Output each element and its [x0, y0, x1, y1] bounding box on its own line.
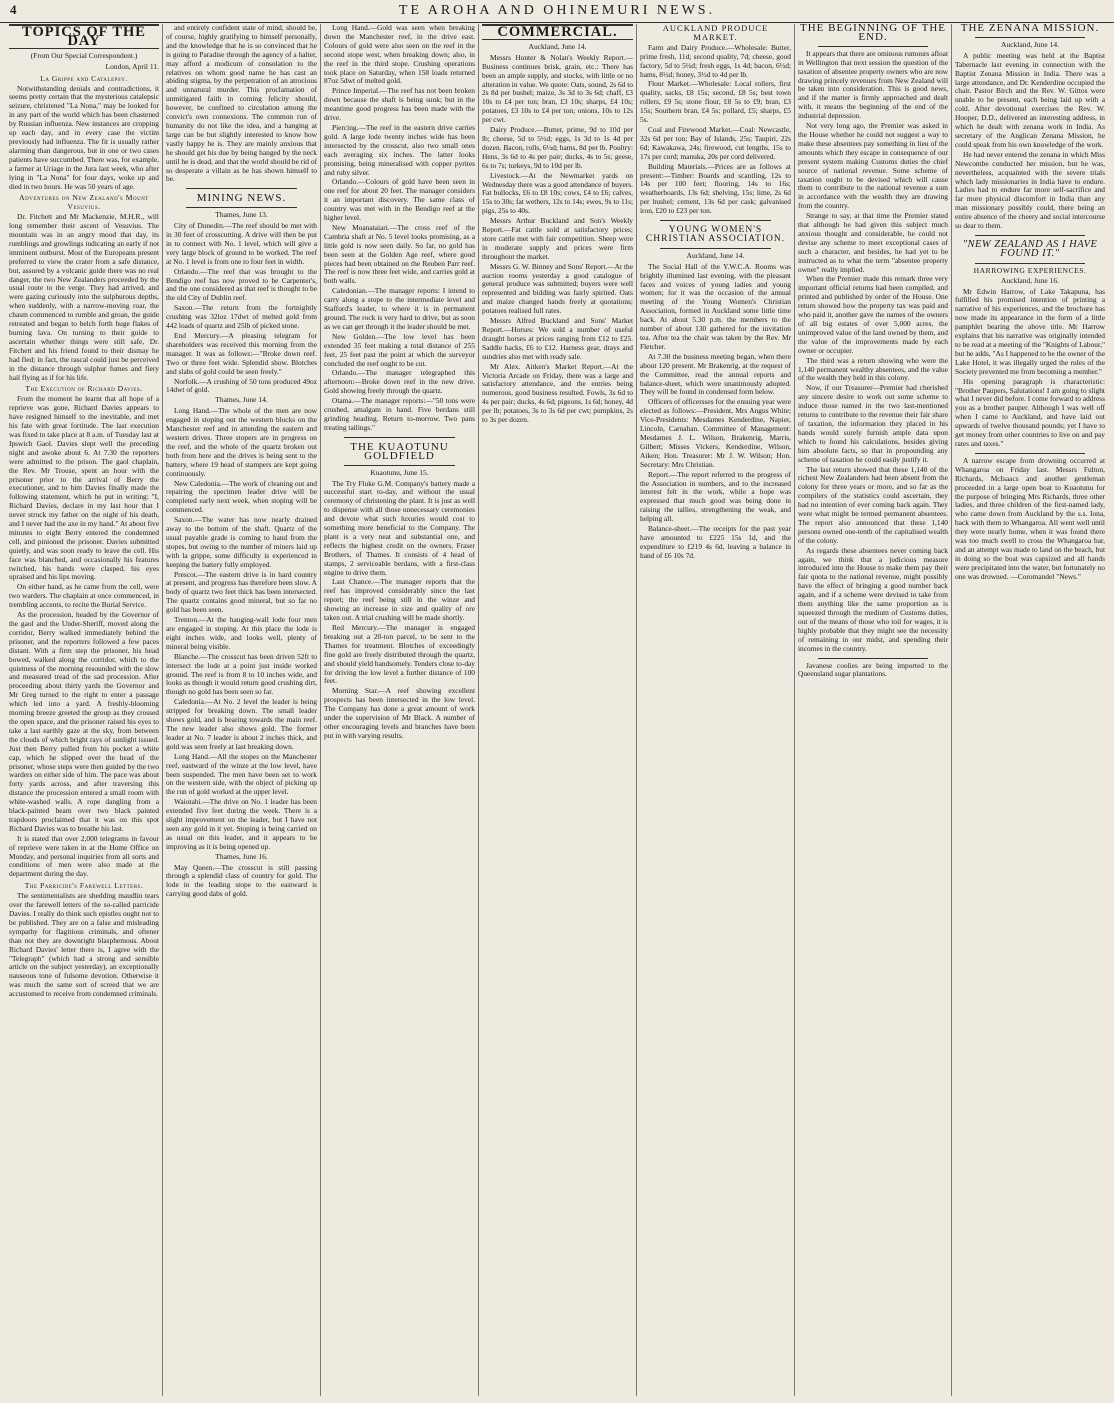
article-paragraph: It is stated that over 2,000 telegrams in favour of reprieve were taken in at the Home Office on Monday, and personal inquiries from all sorts and conditions of men were also made at the department during the day.: [9, 833, 159, 879]
article-paragraph: Last Chance.—The manager reports that the reef has improved considerably since the last report; the reef being still in the winze and showing an increase in size and quality of ore taken out. A trial crushing will be made shortly.: [324, 577, 475, 623]
divider: [975, 263, 1085, 264]
newspaper-title: TE AROHA AND OHINEMURI NEWS.: [398, 3, 716, 18]
divider: [975, 235, 1085, 236]
section-heading-commercial: COMMERCIAL.: [482, 24, 633, 40]
section-heading-zenana: THE ZENANA MISSION.: [960, 24, 1100, 34]
article-paragraph: Orlando.—Colours of gold have been seen in one reef for about 20 feet. The manager considers it an important discovery. The same class of country was met with in the Bendigo reef at the higher level.: [324, 177, 475, 223]
divider: [975, 37, 1085, 38]
article-paragraph: On either hand, as he came from the cell, were two warders. The chaplain at once commenced, in trembling accents, to recite the Burial Service.: [9, 582, 159, 610]
article-paragraph: Long Hand.—Gold was seen when breaking down the Manchester reef, in the drive east. Colours of gold were also seen on the reef in the second stope west, when breaking down; also, in the reef in the third stope. Crushing operations took place on Saturday, when 158 loads returned 87oz 5dwt of melted gold.: [324, 24, 475, 86]
article-paragraph: Otama.—The manager reports:—"50 tons were crushed, amalgam in hand. Five berdans still grinding heading. Return to-morrow. Two pans treating tailings.": [324, 396, 475, 432]
article-paragraph: A narrow escape from drowning occurred at Whangaroa on Friday last. Messrs Fulton, Richards, McIsaacs and another gentleman proceeded in a large open boat to Kuaotunu for the purpose of bringing Mrs Richards, three other ladies, and three children of the first-named lady, who came down from Auckland by the s.s. Iona, back with them to Whangaroa. All went well until they were nearly home, when it was found there was too much swell to cross the Whangaroa bar, and an attempt was made to land on the beach, but in doing so the boat was capsized and all hands were precipitated into the water, but fortunately no one was drowned. —Coromandel "News.": [955, 455, 1105, 581]
byline: (From Our Special Correspondent.): [30, 50, 138, 60]
article-paragraph: New Moanataiari.—The cross reef of the Cambria shaft at No. 5 level looks promising, as a little gold is now seen daily. So far, no gold has been seen at the Golden Age reef, where good pieces had been obtained on the Reuben Parr reef. The reef is now three feet wide, and carries gold at both walls.: [324, 222, 475, 286]
dateline: Auckland, June 16.: [1001, 275, 1059, 285]
section-heading-kuaotunu: THE KUAOTUNU GOLDFIELD: [350, 440, 449, 462]
article-paragraph: Flour Market.—Wholesale: Local rollers, first quality, sacks, £8 15s; second, £8 5s; best town rollers, £9 5s; stone flour, £8 5s to £9; bran, £3 15s; Southern bran, £4 5s; pollard, £5; sharps, £5 5s.: [640, 79, 791, 125]
dateline: Thames, June 13.: [215, 210, 268, 220]
section-heading-new-zealand: "NEW ZEALAND AS I HAVE FOUND IT.": [962, 238, 1098, 259]
article-paragraph: Caledonia.—At No. 2 level the leader is being stripped for breaking down. The small leader shows gold, and is bearing towards the main reef. The new leader also shows gold. The former leader at No. 7 leader is about 2 inches thick, and gold was seen freely at last breaking down.: [166, 697, 317, 751]
dateline: Thames, June 16.: [215, 851, 268, 861]
section-heading-topics: TOPICS OF THE DAY: [9, 24, 159, 49]
article-paragraph: Officers of officersses for the ensuing year were elected as follows:—President, Mrs Angus White; Vice-Presidents: Mesdames Kenderdine, Napier, Lincoln, Carnahan. Committee of Management: Mesdames J. L. Wilson, Brakenrig, Marris, Gilbert; Misses Vickers, Kenderdine, Wilson, Aiken; Hon. Treasurer: Mr J. W. Wilson; Hon. Secretary: Mrs Christian.: [640, 397, 791, 469]
article-paragraph: Saxon.—The return from the fortnightly crushing was 32loz 17dwt of melted gold from 442 loads of quartz and 25lb of picked stone.: [166, 303, 317, 331]
article-paragraph: Caledonian.—The manager reports: I intend to carry along a stope to the intermediate level and Stafford's leader, to where it is in permanent ground. The rock is very hard to drive, but as soon as we can get through it the leader should be met.: [324, 286, 475, 331]
masthead: [0, 0, 1114, 23]
article-paragraph: Messrs Alfred Buckland and Sons' Market Report.—Horses: We sold a number of useful draught horses at prices ranging from £12 to £25. Saddle hacks, £6 to £12. Harness gear, drays and sundries also met with ready sale.: [482, 316, 633, 361]
article-paragraph: Strange to say, at that time the Premier stated that although he had given this subject much anxious thought and considerable, he could not devise any scheme to meet exceptional cases of such a character, and besides, he had yet to be instructed as to what the term "absentee property owner" really implied.: [798, 211, 948, 274]
article-paragraph: Messrs Hunter & Nolan's Weekly Report.—Business continues brisk, grain, etc.: There has been an ample supply, and stocks, with little or no alteration in value. We quote: Oats, sound, 2s 6d to 2s 8d per bushel; maize, 3s 3d to 3s 6d; chaff, £3 10s to £4 per ton; bran, £3 10s; sharps, £4 10s; potatoes, £3 10s to £4 per ton; onions, 10s to 12s per cwt.: [482, 52, 633, 125]
dateline: Kuaotunu, June 15.: [370, 467, 429, 477]
article-paragraph: The last return showed that these 1,140 of the richest New Zealanders had been absent from the colony for three years or more, and so far as the compilers of the statistics could ascertain, they had no intention of ever coming back again. They were what might be termed permanent absentees. The report also announced that these 1,140 persons owned one-tenth of the capitalised wealth of the colony.: [798, 464, 948, 545]
article-paragraph: End Mercury.—A pleasing telegram for shareholders was received this morning from the manager. It was as follows:—"Broke down reef. Two or three feet wide. Splendid show. Blotches and slabs of gold could be seen freely.": [166, 331, 317, 376]
column-6: [794, 24, 951, 1396]
article-paragraph: Report.—The report referred to the progress of the Association in numbers, and to the increased interest felt in the work, while a hope was expressed that much good was being done in raising the tallies, strengthening the weak, and helping all.: [640, 469, 791, 524]
article-paragraph: Morning Star.—A reef showing excellent prospects has been intersected in the low level. The Company has done a great amount of work under the supervision of Mr Black. A number of other encouraging levels and branches have been put in with varying results.: [324, 686, 475, 740]
article-paragraph: Messrs G. W. Binney and Sons' Report.—At the auction rooms yesterday a good catalogue of general produce was submitted; buyers were well represented and bidding was fairly spirited. Oats and maize changed hands freely at quotations; potatoes realised full rates.: [482, 261, 633, 316]
article-paragraph: Livestock.—At the Newmarket yards on Wednesday there was a good attendance of buyers. Fat bullocks, £6 to £8 10s; cows, £4 to £6; calves, 15s to 30s; fat wethers, 12s to 14s; ewes, 9s to 11s; pigs, 25s to 40s.: [482, 170, 633, 216]
article-paragraph: It appears that there are ominous rumours afloat in Wellington that next session the question of the taxation of absentee property owners who are now drawing princely revenues from New Zealand will be taken into consideration. This is good news, and if the matter is firmly approached and dealt with, it means the beginning of the end of the industrial depression.: [798, 48, 948, 121]
divider: [186, 207, 297, 208]
article-paragraph: Orlando.—The reef that was brought to the Bendigo reef has now proved to be Carpenter's, and the one considered as that reef is thought to be the old City of Dublin reef.: [166, 266, 317, 303]
article-paragraph: Dr. Fitchett and Mr Mackenzie, M.H.R., will long remember their ascent of Vesuvius. The mountain was in an angry mood that day, its rumblings and growlings indicating an early if not imminent outburst. Most of the Europeans present preferred to view the crater from a safe distance, but, assured by a volcanic guide there was no real danger, the two New Zealanders proceeded by the usual route to the verge. They had arrived, and were gazing curiously into the sulphurous depths, when suddenly, with a narrow-moving roar, the chasm commenced to rumble and groan, the guide retreated and began to belch forth huge flakes of burning lava. On turning to their guide to ascertain whether things were still safe, Dr. Fitchett and his friend found to their dismay he had fled; in fact, the rascal could just be perceived in the distance through sulphur fumes and fiery hail flying as if for his life.: [9, 212, 159, 382]
divider: [818, 658, 928, 659]
article-paragraph: Red Mercury.—The manager is engaged breaking out a 20-ton parcel, to be sent to the Thames for treatment. Blotches of exceedingly fine gold are freely distributed through the quartz, and should yield handsomely. Tenders close to-day for driving the low level a further distance of 100 feet.: [324, 623, 475, 686]
column-2: [162, 24, 320, 1396]
dateline: Auckland, June 14.: [686, 250, 745, 260]
article-paragraph: Mr Edwin Harrow, of Lake Takapuna, has fulfilled his promised intention of printing a narrative of his experiences, and the brochure has now made its appearance in the form of a little pamphlet bearing the above title. Mr Harrow explains that his narrative was originally intended to be read at a meeting of the "Knights of Labour," but he adds, "As I happened to be the owner of the Lake Hotel, it was illegally urged the rules of the Society prevented me from becoming a member.": [955, 286, 1106, 376]
divider: [186, 188, 297, 189]
column-5: [636, 24, 794, 1396]
column-7: [951, 24, 1108, 1396]
article-paragraph: A public meeting was held at the Baptist Tabernacle last evening in connection with the Baptist Zenana Mission in India. There was a large attendance, and Dr. Kenderdine occupied the chair. Pastor Birch and the Rev. W. Gittos were unable to be present, each being laid up with a cold. After devotional exercises the Rev. W. Hooper, D.D., delivered an interesting address, in which he dealt with zenana work in India. As secretary of the Anglican Zenana Mission, he could speak from his own knowledge of the work.: [955, 50, 1105, 149]
article-paragraph: Long Hand.—All the stopes on the Manchester reef, eastward of the winze at the low level, have been suspended. The men have been set to work on the western side, with the object of picking up the run of gold worked at the upper level.: [166, 751, 317, 797]
article-paragraph: Notwithstanding denials and contradictions, it seems pretty certain that the mysterious catalepsic seizure, christened "La Nona," may be looked for in any part of the world which has been chastened by Russian influenza. New instances are cropping up each day, and in every case the victim previously had influenza. The fit is usually rather alarming than dangerous, but in one or two cases patients have succumbed. There was, for example, a farmer at Uriage in the Jura last week, who after lying in "La Nona" for four days, woke up and died in two hours. He was 50 years of age.: [9, 83, 159, 191]
article-paragraph: From the moment he learnt that all hope of a reprieve was gone, Richard Davies appears to have resigned himself to the inevitable, and met his fate with great fortitude. The last execution was fixed to take place at 8 a.m. of Tuesday last at Ipswich Gaol. Davies slept well the preceding night and awoke about 6. At 7.30 the reporters were admitted to the prison. The gaol chaplain, the Rev. Mr Trouse, spent an hour with the prisoner prior to the arrival of Berry the executioner, and to him Davies finally made the following statement, which he put in writing: "I, Richard Davies, declare in my last hour that I never struck my father on the night of his death, and I never had the axe in my hand." At about five minutes to eight Berry entered the condemned cell, and pinioned the prisoner. Davies submitted quietly, and was soon ready to leave the cell. His face was blanched, and occasionally his features twitched, his hands were clasped, his eyes upraised and his lips moving.: [9, 394, 159, 582]
page-number: 4: [10, 2, 17, 17]
column-3: [320, 24, 478, 1396]
article-paragraph: Trenton.—At the hanging-wall lode four men are engaged in stoping. At this place the lode is eight inches wide, and looks well, plenty of mineral being visible.: [166, 615, 317, 651]
subheading: Adventures on New Zealand's Mount Vesuvius.: [19, 193, 149, 212]
column-4: [478, 24, 636, 1396]
article-paragraph: When the Premier made this remark three very important official returns had been compiled, and printed and published by order of the House. One return showed how the property tax was paid and who paid it, another gave the names of the owners of all big estates of over 5,000 acres, the unimproved value of the land owned by them, and the value of the improvements made by each owner or occupier.: [798, 274, 948, 355]
dateline: Auckland, June 14.: [1001, 39, 1059, 49]
article-paragraph: Blanche.—The crosscut has been driven 52ft to intersect the lode at a point just inside worked ground. The reef is from 8 to 10 inches wide, and looks as though it would return good crushing dirt, though no gold has been seen so far.: [166, 651, 317, 697]
article-paragraph: Prescot.—The eastern drive is in hard country at present, and progress has therefore been slow. A body of quartz two feet thick has been intersected. The quartz contains good mineral, but so far no gold has been seen.: [166, 569, 317, 615]
article-paragraph: New Caledonia.—The work of cleaning out and repairing the specimen leader drive will be completed early next week, when stoping will be commenced.: [166, 478, 317, 515]
article-paragraph: Norfolk.—A crushing of 50 tons produced 49oz 14dwt of gold.: [166, 376, 317, 395]
article-paragraph: The sentimentalists are shedding maudlin tears over the farewell letters of the so-called parricide Davies. I really do think such epistles ought not to be published. They are on a false and misleading sympathy for flagitious criminals, and oftener than not they are downright blasphemous. About Richard Davies' letter there is, I agree with the "Telegraph" (which had a strong and sensible article on the subject yesterday), an exceptionally nauseous tone of fulsome devotion. Otherwise it was much the same sort of screed that we are accustomed to receive from condemned criminals.: [9, 891, 159, 999]
article-paragraph: Orlando.—The manager telegraphed this afternoon:—Broke down reef in the new drive. Gold showing freely through the quartz.: [324, 368, 475, 396]
article-paragraph: He had never entered the zenana in which Miss Newcombe conducted her mission, but he was, nevertheless, acquainted with the severe trials which lady missionaries in India have to endure. Ladies had to endure far more self-sacrifice and far more physical discomfort in India than any man missionary possibly could, there being an entire absence of the cheery and social intercourse so dear to them.: [955, 149, 1105, 231]
article-paragraph: Building Materials.—Prices are as follows at present:—Timber: Boards and scantling, 12s to 14s per 100 feet; flooring, 14s to 16s; weatherboards, 13s 6d; shelving, 15s; lime, 2s 6d per bushel; cement, 13s 6d per cask; galvanised iron, £20 to £23 per ton.: [640, 161, 791, 216]
dateline: Auckland, June 14.: [528, 41, 587, 51]
divider: [660, 248, 771, 249]
article-paragraph: Mr Alex. Aitken's Market Report.—At the Victoria Arcade on Friday, there was a large and satisfactory attendance, and the entries being numerous, good business resulted. Fowls, 3s 6d to 4s per pair; ducks, 4s 6d; pigeons, 1s 6d; honey, 4d per lb; potatoes, 3s to 3s 6d per cwt; pumpkins, 2s to 3s per dozen.: [482, 361, 633, 425]
article-paragraph: May Queen.—The crosscut is still passing through a splendid class of country for gold. The lode in the leading stope to the eastward is carrying good dabs of gold.: [166, 862, 317, 899]
article-paragraph: and entirely confident state of mind, should be, of course, highly gratifying to himself personally, and the knowledge that he is so convinced that he is going to Paradise through the agency of a halter, may afford a modicum of consolation to the relatives on whom good name he has cast an abiding stigma, by the perpetration of an atrocious and unnatural murder. This proclamation of unmitigated faith in coming felicity should, however, be confined to circulation among the convict's own connexions. The common run of humanity do not like the idea, and a hanging at large can be but slightly interested to know how vastly happy he is. They are mainly anxious that he should get his due by being hanged by the neck until he is dead, and that the world should be rid of so desperate a villain as he has shown himself to be.: [166, 24, 317, 184]
divider: [818, 46, 928, 47]
subheading: The Execution of Richard Davies.: [25, 384, 143, 394]
dateline: Thames, June 14.: [215, 395, 268, 405]
divider: [344, 465, 455, 466]
article-paragraph: The Social Hall of the Y.W.C.A. Rooms was brightly illumined last evening, with the pleasant faces and voices of young ladies and young women; for it was the occasion of the annual meeting of the Young Women's Christian Association, formed in Auckland some little time back. At about 5.30 p.m. the members to the number of about 130 gathered for the invitation tea. After tea the chair was taken by the Rev. Mr Fletcher.: [640, 261, 791, 351]
article-paragraph: Farm and Dairy Produce.—Wholesale: Butter, prime fresh, 11d; second quality, 7d; cheese, good factory, 5d to 5½d; fresh eggs, 1s 4d; bacon, 6½d; hams, 8½d; honey, 3½d to 4d per lb.: [640, 42, 791, 79]
section-heading-produce: AUCKLAND PRODUCE MARKET.: [662, 24, 769, 42]
article-paragraph: Coal and Firewood Market.—Coal: Newcastle, 32s 6d per ton; Bay of Islands, 25s; Taupiri, 22s 6d; Kawakawa, 24s; firewood, cut lengths, 15s to 17s per cord; manuka, 20s per cord delivered.: [640, 124, 791, 161]
article-paragraph: Saxon.—The water has now nearly drained away to the bottom of the shaft. Quartz of the usual payable grade is coming to hand from the stopes, but owing to the number of miners laid up with la grippe, some difficulty is experienced in keeping the battery fully employed.: [166, 515, 317, 569]
article-paragraph: The Try Fluke G.M. Company's battery made a successful start to-day, and without the usual ceremony of christening the plant. It is just as well to dispense with all those unnecessary ceremonies and devote what such luxuries would cost to something more beneficial to the Company. The plant is a very neat and substantial one, and reflects the highest credit on the owners, Fraser Brothers, of Thames. It consists of 4 head of stamps, 2 serviceable berdans, with a first-class engine to drive them.: [324, 478, 475, 577]
article-paragraph: Javanese coolies are being imported to the Queensland sugar plantations.: [798, 660, 948, 679]
article-paragraph: Balance-sheet.—The receipts for the past year have amounted to £225 15s 1d, and the expenditure to £219 4s 6d, leaving a balance in hand of £6 10s 7d.: [640, 524, 791, 560]
divider: [660, 220, 771, 221]
article-paragraph: Dairy Produce.—Butter, prime, 9d to 10d per lb; cheese, 5d to 5½d; eggs, 1s 3d to 1s 4d per dozen. Bacon, rolls, 6½d; hams, 8d per lb. Poultry: Hens, 3s 6d to 4s per pair; ducks, 4s to 5s; geese, 6s to 7s; turkeys, 9d to 10d per lb.: [482, 125, 633, 170]
divider: [975, 453, 1085, 454]
article-paragraph: The third was a return showing who were the 1,140 permanent wealthy absentees, and the value of the wealth they held in this colony.: [798, 355, 948, 383]
section-heading-mining: MINING NEWS.: [196, 192, 287, 205]
article-paragraph: As regards these absentees never coming back again, we think that a judicious measure introduced into the House to make them pay their fair quota to the national revenue, might possibly have the effect of bringing a good number back again, and if a scheme were devised to take from them anything like the same proportion as is squeezed through the medium of Customs duties, out of the means of those who toil for wages, it is highly probable that they might see the necessity of remaining in our midst, and spending their incomes in the country.: [798, 545, 948, 653]
article-paragraph: His opening paragraph is characteristic: "Brother Paupers, Salutations! I am going to slight what I never did before. I come forward to address you as a brother pauper. Although I was well off when I came to Auckland, and have laid out upwards of twelve thousand pounds; yet I have to get money from other countries to live on and pay rates and taxes.": [955, 376, 1105, 448]
article-paragraph: At 7.30 the business meeting began, when there about 120 present. Mr Brakenrig, at the request of the Committee, read the annual reports and balance-sheet, which were unanimously adopted. They will be found in condensed form below.: [640, 351, 791, 397]
divider: [344, 437, 455, 438]
page-columns: [6, 24, 1108, 1396]
section-heading-ywca: YOUNG WOMEN'S CHRISTIAN ASSOCIATION.: [645, 225, 786, 244]
article-paragraph: Not very long ago, the Premier was asked in the House whether he could not suggest a way to make these absentees pay something in lieu of the amounts which they escape in consequence of our present system making Customs duties the chief source of national revenue. Some scheme of taxation ought to be devised which will cause them to contribute to the national revenue a sum in accordance with the wealth they are drawing from the country.: [798, 121, 948, 211]
subheading: The Parricide's Farewell Letters.: [24, 881, 144, 891]
column-1: [6, 24, 162, 1396]
article-paragraph: Long Hand.—The whole of the men are now engaged in stoping out the western blocks on the Manchester reef and in attending the eastern and western drives. Three stopers are in progress on the reef, and the whole of the quartz broken out both from here and the drives is being sent to the battery, where 19 head of stampers are kept going continuously.: [166, 406, 317, 478]
article-paragraph: Messrs Arthur Buckland and Son's Weekly Report.—Fat cattle sold at satisfactory prices; store cattle met with fair competition. Sheep were in moderate supply and prices were firm throughout the market.: [482, 216, 633, 261]
subheading: La Grippe and Catalepsy.: [40, 73, 128, 83]
article-paragraph: As the procession, headed by the Governor of the gaol and the Under-Sheriff, moved along the corridor, Berry walked immediately behind the prisoner, and the reporters followed a few paces distant. With a firm step the prisoner, his head bowed, walked along the corridor, which to the quietness of the morning resounded with the slow and measured tread of the sad procession. After proceeding about thirty yards the Governor and Mr Greg turned to the right to enter a passage which led into a yard. A freshly-blooming morning breeze greeted the group as they crossed the open space, and the prisoner raised his eyes to take a last earthly gaze at the sky, from between the clouds of which bright rays of sunlight issued. Just then Berry pulled from his pocket a white cap, which he slipped over the head of the prisoner, whose steps were then guided by the two warders on either side of him. The pace was about forty yards across, and after traversing this distance the procession entered a small room with white-washed walls. A rope dangling from a black-painted beam over two black painted trapdoors proclaimed that it was on this spot Richard Davies was to breathe his last.: [9, 610, 159, 833]
dateline: London, April 11.: [105, 61, 159, 71]
subheading: HARROWING EXPERIENCES.: [973, 265, 1087, 275]
article-paragraph: Piercing.—The reef in the eastern drive carries gold. A large lode twenty inches wide has been intersected by the crosscut, also two small ones each averaging six inches. The latter looks promising, being mineralised with copper pyrites and ruby silver.: [324, 122, 475, 177]
section-heading-beginning: THE BEGINNING OF THE END.: [800, 24, 946, 43]
article-paragraph: Waiotahi.—The drive on No. 1 leader has been extended five feet during the week. There is a slight improvement on the leader, but I have not seen any gold in it yet. Stoping is being carried on as usual on this leader, and it appears to be improving as it is being opened up.: [166, 797, 317, 851]
article-paragraph: Now, if our Treasurer—Premier had cherished any sincere desire to work out some scheme to induce those named in the two last-mentioned returns to contribute to the revenue their fair share of taxation, the information they placed in his hands would surely furnish ample data upon which to found his calculations, besides giving him absolute facts, so that in propounding any scheme of taxation he could easily justify it.: [798, 383, 948, 464]
article-paragraph: Prince Imperial.—The reef has not been broken down because the shaft is being sunk; but in the meantime good progress has been made with the drive.: [324, 86, 475, 123]
article-paragraph: City of Dunedin.—The reef should be met with in 30 feet of crosscutting. A drive will then be put in to connect with No. 1 level, which will give a very large block of ground to be worked. The reef at No. 1 level is from one to four feet in width.: [166, 221, 317, 266]
article-paragraph: New Golden.—The low level has been extended 35 feet making a total distance of 255 feet, 25 feet past the point at which the surveyor concluded the reef ought to be cut.: [324, 331, 475, 368]
